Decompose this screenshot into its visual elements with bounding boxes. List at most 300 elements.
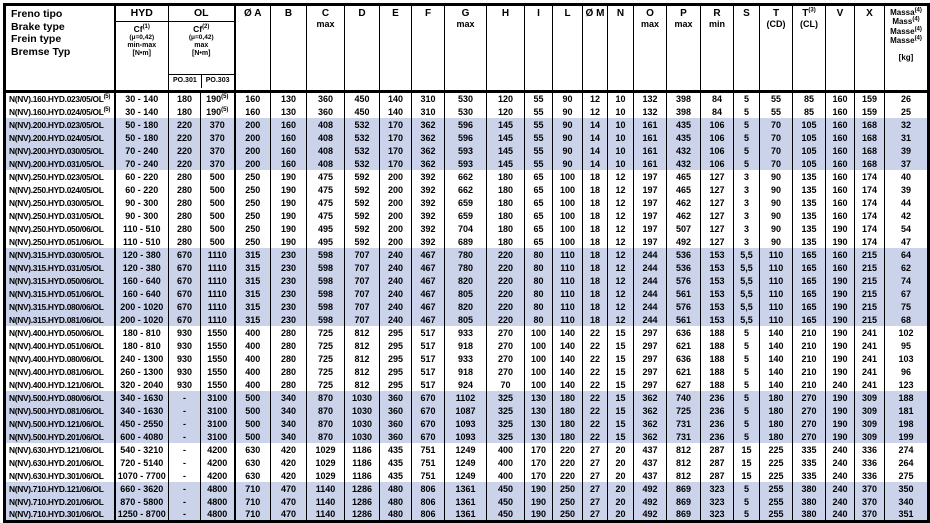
cell-n: 15 — [608, 430, 634, 443]
row-label: N(NV).250.HYD.024/05/OL — [5, 183, 115, 196]
cell-l: 250 — [553, 495, 583, 508]
table-row — [5, 196, 929, 209]
cell-ol-po301: 220 — [169, 157, 201, 170]
cell-i: 170 — [525, 443, 553, 456]
cell-r-min: 188 — [701, 326, 734, 339]
cell-h: 180 — [487, 196, 525, 209]
cell-ol-po301: 280 — [169, 183, 201, 196]
cell-e: 295 — [380, 326, 412, 339]
cell-v: 190 — [826, 430, 855, 443]
cell-x: 174 — [855, 183, 885, 196]
cell-h: 400 — [487, 456, 525, 469]
col-header-t-cd: T (CD) — [760, 5, 793, 92]
cell-g-max: 1249 — [445, 456, 487, 469]
cell-n: 12 — [608, 274, 634, 287]
cell-ol-po303: 3100 — [201, 404, 235, 417]
cell-t-cl: 380 — [793, 482, 826, 495]
cell-ol-po301: 280 — [169, 209, 201, 222]
cell-e: 435 — [380, 443, 412, 456]
cell-d: 707 — [345, 248, 380, 261]
cell-o-max: 244 — [634, 261, 667, 274]
cell-e: 295 — [380, 365, 412, 378]
cell-g-max: 1087 — [445, 404, 487, 417]
row-label: N(NV).630.HYD.301/06/OL — [5, 469, 115, 482]
cell-i: 65 — [525, 209, 553, 222]
cell-massa-kg: 96 — [885, 365, 929, 378]
cell-dia-m: 22 — [583, 417, 608, 430]
cell-f: 806 — [412, 482, 445, 495]
cell-o-max: 161 — [634, 118, 667, 131]
cell-x: 174 — [855, 222, 885, 235]
cell-ol-po303: 3100 — [201, 417, 235, 430]
cell-hyd-cf: 50 - 180 — [115, 131, 169, 144]
cell-t-cd: 90 — [760, 183, 793, 196]
cell-e: 240 — [380, 274, 412, 287]
cell-e: 360 — [380, 404, 412, 417]
cell-hyd-cf: 30 - 140 — [115, 105, 169, 118]
cell-e: 140 — [380, 105, 412, 118]
cell-d: 1186 — [345, 456, 380, 469]
cell-p-max: 627 — [667, 378, 701, 391]
cell-ol-po303: 3100 — [201, 430, 235, 443]
cell-massa-kg: 198 — [885, 417, 929, 430]
cell-n: 10 — [608, 157, 634, 170]
cell-ol-po301: - — [169, 508, 201, 522]
cell-p-max: 435 — [667, 118, 701, 131]
cell-x: 215 — [855, 287, 885, 300]
cell-f: 517 — [412, 378, 445, 391]
ol-sub-po301: PO.301 — [169, 75, 202, 88]
cell-r-min: 287 — [701, 456, 734, 469]
cell-b: 190 — [271, 170, 307, 183]
cell-x: 241 — [855, 339, 885, 352]
cell-ol-po301: 670 — [169, 248, 201, 261]
cell-h: 270 — [487, 352, 525, 365]
cell-r-min: 287 — [701, 443, 734, 456]
cell-d: 1286 — [345, 508, 380, 522]
cell-l: 180 — [553, 430, 583, 443]
cell-massa-kg: 44 — [885, 196, 929, 209]
cell-ol-po303: 1110 — [201, 313, 235, 326]
cell-l: 100 — [553, 196, 583, 209]
cell-dia-a: 250 — [235, 196, 271, 209]
cell-i: 65 — [525, 183, 553, 196]
col-header-v: V — [826, 5, 855, 92]
cell-massa-kg: 64 — [885, 248, 929, 261]
cell-h: 220 — [487, 274, 525, 287]
cell-n: 15 — [608, 404, 634, 417]
cell-d: 812 — [345, 326, 380, 339]
table-row — [5, 105, 929, 118]
cell-x: 309 — [855, 391, 885, 404]
cell-h: 270 — [487, 326, 525, 339]
cell-dia-m: 22 — [583, 326, 608, 339]
cell-dia-m: 18 — [583, 170, 608, 183]
cell-d: 812 — [345, 339, 380, 352]
row-label: N(NV).315.HYD.051/06/OL — [5, 287, 115, 300]
cell-hyd-cf: 60 - 220 — [115, 170, 169, 183]
cell-x: 370 — [855, 482, 885, 495]
cell-massa-kg: 74 — [885, 274, 929, 287]
cell-b: 340 — [271, 404, 307, 417]
cell-l: 110 — [553, 300, 583, 313]
cell-hyd-cf: 660 - 3620 — [115, 482, 169, 495]
row-label: N(NV).400.HYD.050/06/OL — [5, 326, 115, 339]
cell-c-max: 598 — [307, 300, 345, 313]
cell-o-max: 244 — [634, 274, 667, 287]
cell-o-max: 244 — [634, 300, 667, 313]
cell-s: 5,5 — [734, 248, 760, 261]
cell-hyd-cf: 110 - 510 — [115, 222, 169, 235]
cell-e: 360 — [380, 417, 412, 430]
cell-c-max: 1140 — [307, 508, 345, 522]
cell-s: 5,5 — [734, 287, 760, 300]
cell-t-cd: 255 — [760, 482, 793, 495]
table-body — [5, 92, 929, 522]
cell-f: 467 — [412, 261, 445, 274]
table-row — [5, 313, 929, 326]
cell-t-cd: 255 — [760, 495, 793, 508]
cell-c-max: 725 — [307, 378, 345, 391]
cell-p-max: 740 — [667, 391, 701, 404]
cell-f: 670 — [412, 417, 445, 430]
cell-ol-po303: 4800 — [201, 495, 235, 508]
cell-p-max: 812 — [667, 469, 701, 482]
cell-x: 336 — [855, 456, 885, 469]
cell-ol-po303: 1550 — [201, 339, 235, 352]
cell-v: 160 — [826, 131, 855, 144]
cell-ol-po303: 370 — [201, 118, 235, 131]
cell-dia-m: 18 — [583, 261, 608, 274]
cell-s: 5 — [734, 339, 760, 352]
cell-t-cl: 165 — [793, 287, 826, 300]
cell-x: 370 — [855, 508, 885, 522]
cell-l: 250 — [553, 482, 583, 495]
cell-dia-m: 18 — [583, 248, 608, 261]
cell-x: 241 — [855, 378, 885, 391]
cell-p-max: 576 — [667, 274, 701, 287]
cell-i: 65 — [525, 235, 553, 248]
cell-dia-m: 18 — [583, 183, 608, 196]
cell-r-min: 127 — [701, 222, 734, 235]
cell-dia-a: 630 — [235, 456, 271, 469]
cell-c-max: 408 — [307, 118, 345, 131]
cell-f: 751 — [412, 469, 445, 482]
table-row — [5, 157, 929, 170]
cell-n: 12 — [608, 170, 634, 183]
cell-t-cd: 110 — [760, 248, 793, 261]
cell-l: 110 — [553, 274, 583, 287]
cell-f: 751 — [412, 443, 445, 456]
col-header-s: S — [734, 5, 760, 92]
cell-c-max: 1029 — [307, 456, 345, 469]
table-row — [5, 144, 929, 157]
table-row — [5, 456, 929, 469]
cell-c-max: 598 — [307, 261, 345, 274]
cell-s: 5 — [734, 105, 760, 118]
cell-l: 220 — [553, 443, 583, 456]
cell-n: 20 — [608, 508, 634, 522]
cell-r-min: 84 — [701, 105, 734, 118]
cell-c-max: 495 — [307, 222, 345, 235]
cell-ol-po301: - — [169, 482, 201, 495]
cell-b: 160 — [271, 144, 307, 157]
cell-s: 5 — [734, 404, 760, 417]
cell-dia-a: 400 — [235, 365, 271, 378]
cell-t-cd: 70 — [760, 131, 793, 144]
cell-v: 160 — [826, 196, 855, 209]
cell-s: 5 — [734, 508, 760, 522]
cell-n: 15 — [608, 365, 634, 378]
cell-d: 450 — [345, 105, 380, 118]
table-row — [5, 443, 929, 456]
cell-dia-a: 630 — [235, 469, 271, 482]
cell-dia-a: 500 — [235, 417, 271, 430]
cell-massa-kg: 95 — [885, 339, 929, 352]
cell-c-max: 725 — [307, 326, 345, 339]
cell-n: 12 — [608, 196, 634, 209]
col-header-d: D — [345, 5, 380, 92]
cell-ol-po301: 280 — [169, 222, 201, 235]
cell-e: 170 — [380, 131, 412, 144]
cell-p-max: 398 — [667, 105, 701, 118]
cell-l: 250 — [553, 508, 583, 522]
cell-t-cl: 105 — [793, 131, 826, 144]
cell-ol-po301: - — [169, 469, 201, 482]
cell-t-cl: 135 — [793, 235, 826, 248]
cell-ol-po301: - — [169, 417, 201, 430]
cell-ol-po303: 1110 — [201, 274, 235, 287]
cell-s: 5,5 — [734, 300, 760, 313]
cell-t-cl: 270 — [793, 404, 826, 417]
cell-dia-m: 14 — [583, 157, 608, 170]
cell-v: 160 — [826, 144, 855, 157]
cell-g-max: 805 — [445, 287, 487, 300]
cell-dia-a: 250 — [235, 222, 271, 235]
cell-n: 10 — [608, 118, 634, 131]
table-row — [5, 222, 929, 235]
cell-g-max: 662 — [445, 183, 487, 196]
cell-f: 467 — [412, 313, 445, 326]
cell-n: 10 — [608, 144, 634, 157]
cell-t-cl: 85 — [793, 92, 826, 106]
cell-o-max: 197 — [634, 235, 667, 248]
cell-d: 532 — [345, 144, 380, 157]
cell-hyd-cf: 110 - 510 — [115, 235, 169, 248]
cell-x: 370 — [855, 495, 885, 508]
cell-hyd-cf: 180 - 810 — [115, 339, 169, 352]
cell-d: 592 — [345, 170, 380, 183]
cell-hyd-cf: 50 - 180 — [115, 118, 169, 131]
table-row — [5, 352, 929, 365]
row-label: N(NV).400.HYD.081/06/OL — [5, 365, 115, 378]
cell-b: 230 — [271, 274, 307, 287]
cell-h: 120 — [487, 92, 525, 106]
title-line-fr: Frein type — [11, 33, 62, 45]
cell-f: 392 — [412, 183, 445, 196]
cell-e: 480 — [380, 508, 412, 522]
table-row — [5, 482, 929, 495]
cell-ol-po301: 670 — [169, 274, 201, 287]
cell-h: 180 — [487, 222, 525, 235]
cell-hyd-cf: 260 - 1300 — [115, 365, 169, 378]
cell-ol-po301: - — [169, 443, 201, 456]
cell-d: 532 — [345, 118, 380, 131]
cell-o-max: 492 — [634, 482, 667, 495]
cell-v: 160 — [826, 248, 855, 261]
cell-v: 240 — [826, 508, 855, 522]
cell-i: 65 — [525, 170, 553, 183]
cell-r-min: 236 — [701, 430, 734, 443]
cell-r-min: 153 — [701, 287, 734, 300]
cell-f: 517 — [412, 365, 445, 378]
cell-l: 220 — [553, 456, 583, 469]
cell-c-max: 408 — [307, 157, 345, 170]
cell-f: 362 — [412, 118, 445, 131]
cell-ol-po303: 500 — [201, 196, 235, 209]
cell-h: 450 — [487, 495, 525, 508]
cell-t-cl: 135 — [793, 222, 826, 235]
cell-b: 280 — [271, 365, 307, 378]
cell-n: 12 — [608, 287, 634, 300]
cell-dia-a: 710 — [235, 495, 271, 508]
table-row — [5, 287, 929, 300]
cell-r-min: 153 — [701, 261, 734, 274]
cell-x: 309 — [855, 404, 885, 417]
cell-l: 110 — [553, 261, 583, 274]
cell-n: 12 — [608, 261, 634, 274]
cell-c-max: 598 — [307, 248, 345, 261]
cell-t-cl: 335 — [793, 456, 826, 469]
row-label: N(NV).315.HYD.080/06/OL — [5, 300, 115, 313]
hyd-cf-block: Cf$^{(1)}$ (μ=0,42) min-max [N•m] — [127, 24, 157, 57]
cell-f: 467 — [412, 287, 445, 300]
cell-t-cd: 225 — [760, 443, 793, 456]
cell-i: 100 — [525, 378, 553, 391]
cell-ol-po301: 670 — [169, 261, 201, 274]
row-label: N(NV).500.HYD.201/06/OL — [5, 430, 115, 443]
cell-l: 90 — [553, 144, 583, 157]
cell-hyd-cf: 870 - 5800 — [115, 495, 169, 508]
cell-r-min: 236 — [701, 417, 734, 430]
cell-t-cd: 140 — [760, 326, 793, 339]
cell-g-max: 1361 — [445, 508, 487, 522]
cell-s: 5 — [734, 131, 760, 144]
cell-v: 190 — [826, 404, 855, 417]
cell-v: 190 — [826, 313, 855, 326]
cell-hyd-cf: 600 - 4080 — [115, 430, 169, 443]
cell-hyd-cf: 200 - 1020 — [115, 300, 169, 313]
ol-cf-block: Cf$^{(2)}$ (μ=0,42) max [N•m] — [188, 24, 214, 57]
cell-b: 230 — [271, 261, 307, 274]
cell-dia-m: 14 — [583, 118, 608, 131]
cell-t-cd: 180 — [760, 404, 793, 417]
cell-massa-kg: 32 — [885, 118, 929, 131]
cell-dia-m: 18 — [583, 313, 608, 326]
cell-f: 517 — [412, 326, 445, 339]
cell-x: 215 — [855, 274, 885, 287]
row-label: N(NV).500.HYD.121/06/OL — [5, 417, 115, 430]
cell-g-max: 820 — [445, 300, 487, 313]
cell-g-max: 918 — [445, 365, 487, 378]
cell-d: 592 — [345, 196, 380, 209]
cell-t-cd: 255 — [760, 508, 793, 522]
cell-d: 1186 — [345, 443, 380, 456]
col-header-p-max: P max — [667, 5, 701, 92]
cell-p-max: 731 — [667, 430, 701, 443]
cell-hyd-cf: 60 - 220 — [115, 183, 169, 196]
cell-t-cd: 90 — [760, 235, 793, 248]
cell-i: 80 — [525, 313, 553, 326]
cell-e: 435 — [380, 456, 412, 469]
table-row — [5, 378, 929, 391]
cell-massa-kg: 351 — [885, 508, 929, 522]
cell-dia-m: 22 — [583, 378, 608, 391]
cell-x: 159 — [855, 92, 885, 106]
cell-l: 100 — [553, 235, 583, 248]
table-row — [5, 469, 929, 482]
cell-i: 100 — [525, 339, 553, 352]
cell-t-cl: 380 — [793, 495, 826, 508]
cell-dia-a: 500 — [235, 430, 271, 443]
cell-dia-a: 315 — [235, 287, 271, 300]
cell-o-max: 297 — [634, 326, 667, 339]
row-label: N(NV).315.HYD.050/06/OL — [5, 274, 115, 287]
cell-dia-m: 18 — [583, 274, 608, 287]
cell-v: 190 — [826, 326, 855, 339]
cell-p-max: 462 — [667, 196, 701, 209]
col-header-ol — [169, 5, 235, 92]
cell-e: 200 — [380, 209, 412, 222]
cell-e: 360 — [380, 430, 412, 443]
cell-c-max: 408 — [307, 131, 345, 144]
cell-t-cd: 110 — [760, 313, 793, 326]
cell-x: 215 — [855, 248, 885, 261]
cell-l: 110 — [553, 313, 583, 326]
cell-t-cl: 135 — [793, 196, 826, 209]
cell-f: 392 — [412, 170, 445, 183]
cell-f: 517 — [412, 352, 445, 365]
cell-v: 190 — [826, 287, 855, 300]
cell-massa-kg: 188 — [885, 391, 929, 404]
cell-f: 670 — [412, 391, 445, 404]
cell-massa-kg: 42 — [885, 209, 929, 222]
table-row — [5, 365, 929, 378]
cell-ol-po303: 500 — [201, 183, 235, 196]
cell-p-max: 492 — [667, 235, 701, 248]
cell-s: 15 — [734, 456, 760, 469]
cell-s: 5 — [734, 118, 760, 131]
cell-h: 120 — [487, 105, 525, 118]
cell-e: 480 — [380, 482, 412, 495]
cell-s: 5 — [734, 391, 760, 404]
row-label: N(NV).630.HYD.201/06/OL — [5, 456, 115, 469]
row-label: N(NV).250.HYD.051/06/OL — [5, 235, 115, 248]
table-row — [5, 235, 929, 248]
cell-i: 130 — [525, 391, 553, 404]
cell-p-max: 536 — [667, 248, 701, 261]
cell-x: 168 — [855, 118, 885, 131]
cell-s: 5 — [734, 92, 760, 106]
cell-b: 470 — [271, 482, 307, 495]
cell-h: 270 — [487, 339, 525, 352]
cell-i: 55 — [525, 144, 553, 157]
cell-p-max: 636 — [667, 352, 701, 365]
cell-e: 170 — [380, 118, 412, 131]
row-label: N(NV).200.HYD.024/05/OL — [5, 131, 115, 144]
table-row — [5, 404, 929, 417]
cell-h: 220 — [487, 287, 525, 300]
